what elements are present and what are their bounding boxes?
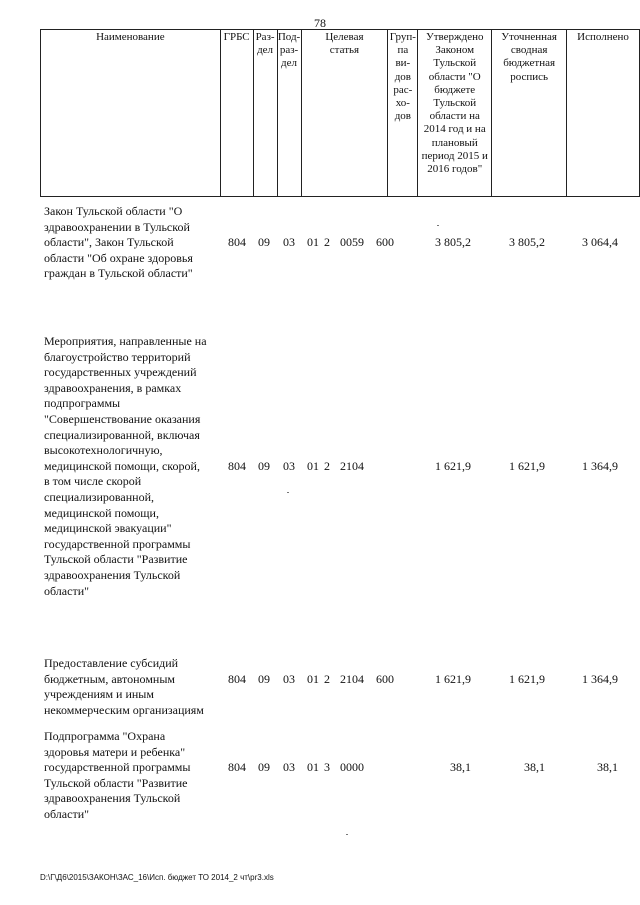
column-header-line: Утверждено — [425, 31, 484, 43]
column-header-target-article — [301, 30, 388, 197]
target-article-subprogram: 3 — [324, 760, 330, 775]
row-name-line: государственной программы — [44, 760, 191, 775]
row-name-line: здравоохранения, в рамках — [44, 380, 182, 395]
row-name-line: медицинской помощи, — [44, 505, 159, 520]
podrazdel-code: 03 — [283, 760, 295, 775]
file-path-footer: D:\Г\Д6\2015\ЗАКОН\ЗАС_16\Исп. бюджет ТО 2014_2 чт\pr3.xls — [40, 873, 274, 882]
row-name-line: государственной программы — [44, 536, 191, 551]
target-article-direction: 0000 — [340, 760, 364, 775]
target-article-program: 01 — [307, 760, 319, 775]
column-header-line: дов — [394, 70, 411, 83]
column-header-razdel — [253, 30, 277, 197]
column-header-refined-budget — [492, 30, 567, 197]
column-header-line: ви- — [395, 57, 411, 70]
row-name-line: области" — [44, 806, 90, 821]
razdel-code: 09 — [258, 671, 270, 686]
scan-speck — [437, 225, 439, 226]
column-header-podrazdel — [277, 30, 301, 197]
scan-speck — [346, 834, 348, 835]
row-name — [44, 656, 222, 718]
row-name-line: области", Закон Тульской — [44, 235, 174, 250]
row-name-line: государственных учреждений — [44, 365, 197, 380]
row-name — [44, 204, 222, 282]
row-name-line: Подпрограмма "Охрана — [44, 729, 166, 743]
column-header-line: Наименование — [96, 31, 165, 43]
column-header-line: рас- — [393, 83, 413, 96]
column-header-line: ГРБС — [223, 31, 250, 43]
approved-amount: 1 621,9 — [435, 458, 471, 473]
refined-amount: 38,1 — [524, 760, 545, 775]
column-header-grbs — [220, 30, 253, 197]
target-article-program: 01 — [307, 671, 319, 686]
column-header-line: плановый — [431, 136, 478, 149]
column-header-line: области "О — [428, 70, 481, 83]
row-name-line: медицинской эвакуации" — [44, 521, 172, 536]
target-article-program: 01 — [307, 235, 319, 250]
row-name-line: области "Об охране здоровья — [44, 250, 193, 265]
row-name-line: здравоохранения Тульской — [44, 791, 181, 806]
column-header-line: Под- — [277, 31, 301, 43]
page-number: 78 — [314, 16, 326, 30]
row-name-line: учреждениям и иным — [44, 687, 154, 702]
column-header-line: дел — [281, 57, 298, 70]
column-header-line: 2016 годов" — [427, 163, 483, 176]
row-name-line: бюджетным, автономным — [44, 671, 175, 686]
row-name-line: "Совершенствование оказания — [44, 411, 201, 426]
column-header-line: статья — [329, 44, 360, 57]
column-header-line: Тульской — [433, 57, 477, 70]
scan-speck — [287, 492, 289, 493]
column-header-line: Груп- — [389, 31, 416, 43]
razdel-code: 09 — [258, 235, 270, 250]
row-name-line: Закон Тульской области "О — [44, 204, 183, 218]
approved-amount: 3 805,2 — [435, 235, 471, 250]
target-article-program: 01 — [307, 458, 319, 473]
approved-amount: 1 621,9 — [435, 671, 471, 686]
refined-amount: 3 805,2 — [509, 235, 545, 250]
razdel-code: 09 — [258, 458, 270, 473]
column-header-line: Исполнено — [577, 31, 629, 43]
executed-amount: 1 364,9 — [582, 671, 618, 686]
column-header-executed — [567, 30, 640, 197]
row-name-line: специализированной, — [44, 489, 155, 504]
refined-amount: 1 621,9 — [509, 458, 545, 473]
column-header-line: сводная — [510, 44, 548, 57]
row-name-line: области" — [44, 583, 90, 598]
row-name-line: граждан в Тульской области" — [44, 266, 193, 281]
row-name-line: благоустройство территорий — [44, 349, 191, 364]
column-header-name — [41, 30, 221, 197]
column-header-line: Целевая — [325, 31, 364, 43]
target-article-subprogram: 2 — [324, 671, 330, 686]
podrazdel-code: 03 — [283, 671, 295, 686]
row-name-line: здоровья матери и ребенка" — [44, 744, 186, 759]
executed-amount: 1 364,9 — [582, 458, 618, 473]
target-article-subprogram: 2 — [324, 235, 330, 250]
refined-amount: 1 621,9 — [509, 671, 545, 686]
column-header-line: 2014 год и на — [423, 123, 486, 136]
row-name-line: медицинской помощи, скорой, — [44, 458, 200, 473]
row-name-line: подпрограммы — [44, 396, 121, 411]
row-name-line: в том числе скорой — [44, 474, 142, 489]
expense-type-code: 600 — [376, 671, 394, 686]
row-name-line: Предоставление субсидий — [44, 656, 179, 670]
column-header-approved-by-law — [418, 30, 492, 197]
column-header-line: Раз- — [255, 31, 275, 43]
target-article-direction: 2104 — [340, 671, 364, 686]
column-header-line: бюджетная — [503, 57, 556, 70]
razdel-code: 09 — [258, 760, 270, 775]
column-header-line: дел — [257, 44, 274, 57]
target-article-direction: 0059 — [340, 235, 364, 250]
executed-amount: 38,1 — [597, 760, 618, 775]
row-name-line: здравоохранении в Тульской — [44, 219, 190, 234]
column-header-line: период 2015 и — [421, 149, 488, 162]
column-header-line: роспись — [510, 70, 549, 83]
target-article-subprogram: 2 — [324, 458, 330, 473]
column-header-line: хо- — [395, 97, 410, 110]
grbs-code: 804 — [228, 671, 246, 686]
row-name-line: здравоохранения Тульской — [44, 567, 181, 582]
grbs-code: 804 — [228, 760, 246, 775]
column-header-line: Тульской — [433, 97, 477, 110]
approved-amount: 38,1 — [450, 760, 471, 775]
expense-type-code: 600 — [376, 235, 394, 250]
row-name-line: некоммерческим организациям — [44, 702, 204, 717]
podrazdel-code: 03 — [283, 235, 295, 250]
column-header-line: области на — [429, 110, 480, 123]
row-name-line: Тульской области "Развитие — [44, 552, 188, 567]
grbs-code: 804 — [228, 235, 246, 250]
column-header-line: Уточненная — [501, 31, 557, 43]
row-name — [44, 334, 222, 599]
row-name-line: Мероприятия, направленные на — [44, 334, 207, 348]
column-header-line: раз- — [279, 44, 299, 57]
row-name-line: Тульской области "Развитие — [44, 775, 188, 790]
row-name — [44, 729, 222, 823]
target-article-direction: 2104 — [340, 458, 364, 473]
budget-table-header — [40, 29, 640, 197]
grbs-code: 804 — [228, 458, 246, 473]
column-header-expense-type-group — [388, 30, 418, 197]
executed-amount: 3 064,4 — [582, 235, 618, 250]
row-name-line: высокотехнологичную, — [44, 443, 163, 458]
column-header-line: Законом — [435, 44, 475, 57]
column-header-line: па — [397, 44, 409, 57]
podrazdel-code: 03 — [283, 458, 295, 473]
column-header-line: бюджете — [434, 83, 476, 96]
row-name-line: специализированной, включая — [44, 427, 200, 442]
column-header-line: дов — [394, 110, 411, 123]
